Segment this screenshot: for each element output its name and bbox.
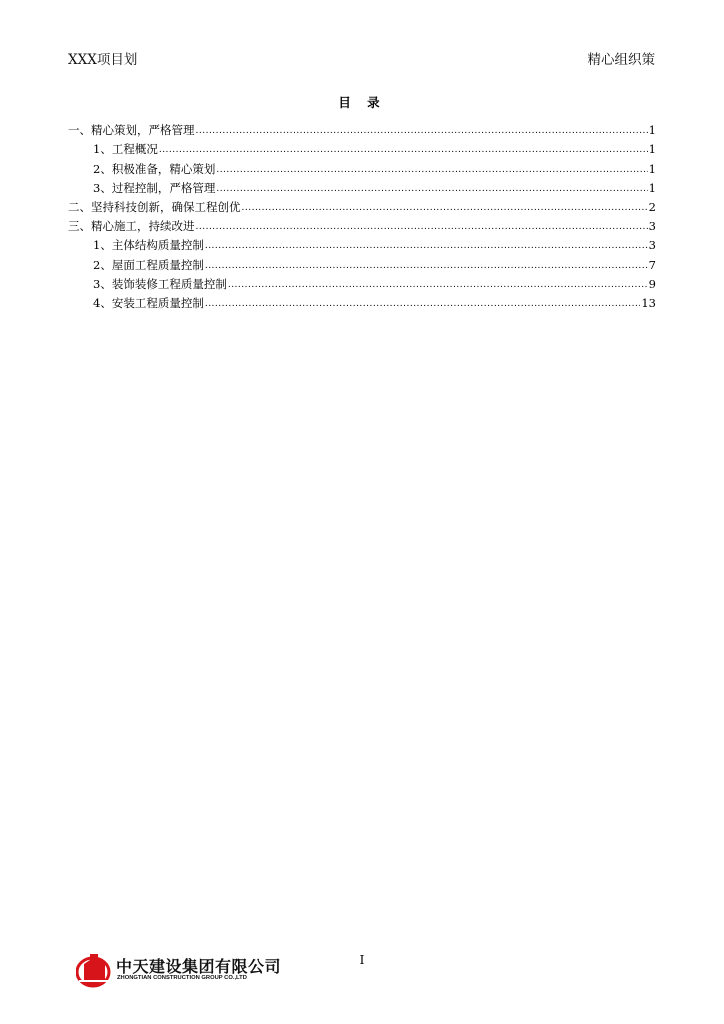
toc-entry-title: 1、主体结构质量控制	[93, 238, 204, 253]
toc-entry-page: 3	[648, 238, 656, 253]
toc-dot-leader	[205, 240, 648, 252]
toc-entry-title: 三、精心施工，持续改进	[68, 219, 195, 234]
toc-entry-title: 二、坚持科技创新，确保工程创优	[68, 199, 241, 214]
toc-entry[interactable]	[68, 176, 656, 195]
toc-dot-leader	[228, 279, 648, 291]
toc-title: 目 录	[338, 95, 386, 110]
toc-dot-leader	[205, 260, 648, 272]
header-document-title: 精心组织策	[587, 52, 655, 68]
toc-entry[interactable]	[68, 272, 656, 291]
toc-entry-title: 一、精心策划，严格管理	[68, 123, 195, 138]
company-name-english: ZHONGTIAN CONSTRUCTION GROUP CO.,LTD	[117, 975, 247, 981]
toc-entry[interactable]	[68, 233, 656, 252]
toc-entry-page: 13	[641, 295, 656, 310]
toc-entry-title: 3、装饰装修工程质量控制	[93, 276, 227, 291]
toc-entry-title: 3、过程控制，严格管理	[93, 180, 216, 195]
toc-entry-page: 3	[648, 219, 656, 234]
toc-dot-leader	[216, 183, 647, 195]
page-number: I	[359, 953, 365, 967]
toc-entry-page: 7	[648, 257, 656, 272]
header-project-name: XXX项目划	[68, 52, 138, 68]
toc-dot-leader	[196, 125, 648, 137]
toc-dot-leader	[196, 221, 648, 233]
toc-entry[interactable]	[68, 118, 656, 137]
toc-entry-page: 1	[648, 180, 656, 195]
toc-entry-page: 2	[648, 199, 656, 214]
toc-dot-leader	[216, 164, 647, 176]
toc-entry-title: 2、屋面工程质量控制	[93, 257, 204, 272]
toc-entry[interactable]	[68, 156, 656, 175]
toc-entry[interactable]	[68, 291, 656, 310]
toc-entry-title: 1、工程概况	[93, 142, 158, 157]
table-of-contents	[68, 118, 656, 310]
company-name-chinese: 中天建设集团有限公司	[116, 957, 282, 976]
toc-dot-leader	[205, 298, 641, 310]
toc-entry-page: 9	[648, 276, 656, 291]
toc-entry[interactable]	[68, 252, 656, 271]
toc-entry-page: 1	[648, 123, 656, 138]
toc-dot-leader	[159, 144, 648, 156]
toc-entry-page: 1	[648, 161, 656, 176]
toc-entry-title: 2、积极准备，精心策划	[93, 161, 216, 176]
toc-entry[interactable]	[68, 195, 656, 214]
toc-dot-leader	[242, 202, 648, 214]
toc-entry-title: 4、安装工程质量控制	[93, 295, 204, 310]
toc-entry[interactable]	[68, 137, 656, 156]
toc-entry-page: 1	[648, 142, 656, 157]
toc-entry[interactable]	[68, 214, 656, 233]
